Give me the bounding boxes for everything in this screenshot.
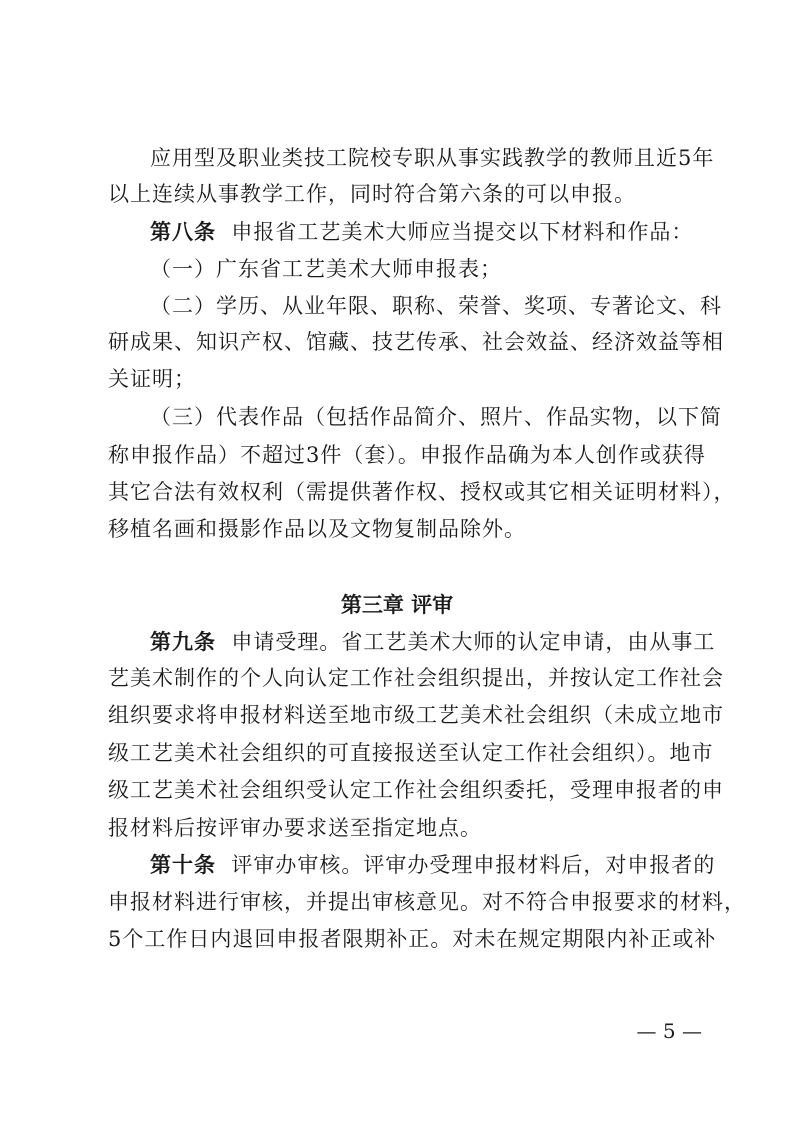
text-line: 评审办审核。评审办受理申报材料后，对申报者的 [231, 853, 716, 877]
text-line: 关证明； [108, 367, 196, 391]
text-line: 组织要求将申报材料送至地市级工艺美术社会组织（未成立地市 [108, 703, 724, 727]
text-line: 级工艺美术社会组织的可直接报送至认定工作社会组织）。地市 [108, 741, 714, 765]
text-line: 报材料后按评审办要求送至指定地点。 [108, 816, 482, 840]
text-line: 移植名画和摄影作品以及文物复制品除外。 [108, 517, 526, 541]
article-label: 第八条 [150, 220, 216, 244]
chapter-heading: 第三章 评审 [340, 593, 454, 617]
article-10 [150, 850, 716, 880]
article-8 [150, 217, 698, 247]
text-line: 以上连续从事教学工作，同时符合第六条的可以申报。 [108, 182, 636, 206]
text-line: 其它合法有效权利（需提供著作权、授权或其它相关证明材料）， [108, 480, 736, 504]
text-line: 级工艺美术社会组织受认定工作社会组织委托，受理申报者的申 [108, 778, 724, 802]
text-line: （二）学历、从业年限、职称、荣誉、奖项、专著论文、科 [150, 294, 722, 318]
text-line: 应用型及职业类技工院校专职从事实践教学的教师且近5年 [150, 146, 715, 170]
text-line: 称申报作品）不超过3件（套）。申报作品确为本人创作或获得 [108, 443, 706, 467]
text-line: 艺美术制作的个人向认定工作社会组织提出，并按认定工作社会 [108, 666, 724, 690]
text-line: 5个工作日内退回申报者限期补正。对未在规定期限内补正或补 [108, 927, 717, 951]
text-line: 申请受理。省工艺美术大师的认定申请，由从事工 [231, 630, 716, 654]
article-9 [150, 627, 716, 657]
article-label: 第十条 [150, 853, 216, 877]
text-line: 申报材料进行审核，并提出审核意见。对不符合申报要求的材料， [108, 890, 746, 914]
page-number: — 5 — [636, 1019, 702, 1043]
text-line: 研成果、知识产权、馆藏、技艺传承、社会效益、经济效益等相 [108, 330, 724, 354]
text-line: 申报省工艺美术大师应当提交以下材料和作品： [231, 220, 694, 244]
text-line: （一）广东省工艺美术大师申报表； [150, 257, 502, 281]
text-line: （三）代表作品（包括作品简介、照片、作品实物，以下简 [150, 405, 722, 429]
article-label: 第九条 [150, 630, 216, 654]
